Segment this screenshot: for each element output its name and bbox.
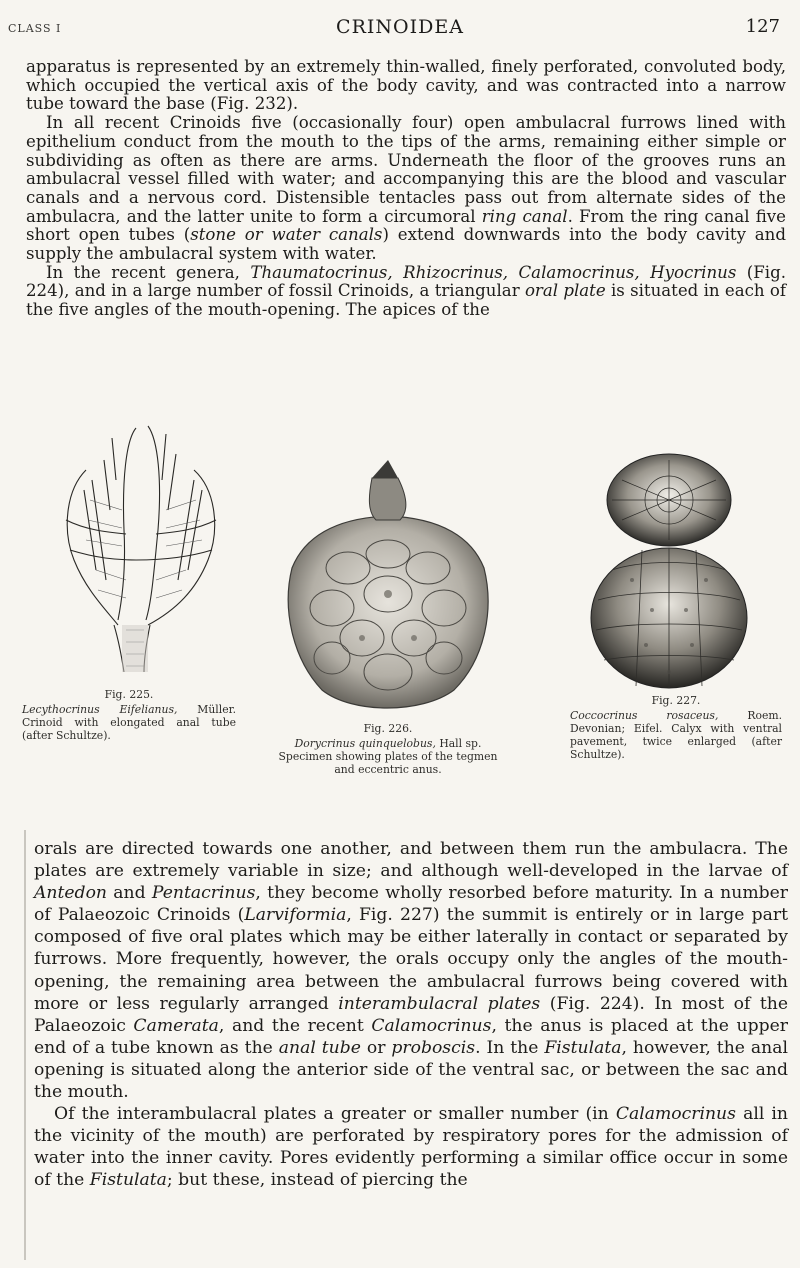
figure-226-illustration [272,458,504,718]
caption-fig-225 [22,688,236,742]
paragraph-apparatus: apparatus is represented by an extremely thin-walled, finely perforated, convoluted body, which occupied the vertical axis of the body cavity, and was contracted into a narrow tube toward the base (Fig. 232). [26,57,786,114]
page-number: 127 [745,16,780,37]
paragraph-ambulacral: In all recent Crinoids five (occasionally four) open ambulacral furrows lined with epithelium conduct from the mouth to the tips of the arms, remaining either simple or subdividing as often as there are arms. Underneath the floor of the grooves runs an ambulacral vessel filled with water; and accompanying this are the blood and vascular canals and a nervous cord. Distensible tentacles pass out from alternate sides of the ambulacra, and the latter unite to form a circumoral ring canal. From the ring canal five short open tubes (stone or water canals) extend downwards into the body cavity and supply the ambulacral system with water. [26,113,786,264]
paragraph-interambulacral: Of the interambulacral plates a greater or smaller number (in Calamocrinus all in the vicinity of the mouth) are perforated by respiratory pores for the admission of water into the inner cavity. Pores evidently performing a similar office occur in some of the Fistulata; but these, instead of piercing the [34,1104,789,1191]
margin-rule [24,830,26,1260]
caption-226-species: Dorycrinus quinquelobus, [294,737,436,750]
term-oral-plate: oral plate [524,281,606,301]
figure-227-illustration [562,450,776,690]
caption-227-species: Coccocrinus rosaceus, [570,709,719,722]
caption-225-species: Lecythocrinus Eifelianus, [22,703,178,716]
term-ring-canal: ring canal [481,206,568,226]
caption-227-desc: Roem. Devonian; Eifel. Calyx with ventral pavement, twice enlarged (after Schultze). [570,709,783,761]
running-header [0,14,800,44]
bottom-text-block [34,838,788,1192]
caption-225-desc: Müller. Crinoid with elongated anal tube (after Schultze). [22,703,237,742]
caption-226-desc: Hall sp. Specimen showing plates of the tegmen and eccentric anus. [278,737,498,776]
term-genera: Thaumatocrinus, Rhizocrinus, Calamocrinus, Hyocrinus [250,262,737,282]
running-title: CRINOIDEA [336,16,464,38]
class-label: CLASS I [8,22,62,35]
top-text-block [26,58,786,320]
caption-fig-226 [268,722,508,776]
caption-226-label: Fig. 226. [363,722,413,735]
caption-227-label: Fig. 227. [651,694,701,707]
caption-225-label: Fig. 225. [104,688,154,701]
paragraph-oral-plate: In the recent genera, Thaumatocrinus, Rhizocrinus, Calamocrinus, Hyocrinus (Fig. 224), and in a large number of fossil Crinoids, a triangular oral plate is situated in each of the five angles of the mouth-opening. The apices of the [26,262,786,320]
caption-fig-227 [570,694,782,761]
figure-225-illustration [26,420,246,672]
paragraph-orals: orals are directed towards one another, and between them run the ambulacra. The plates are extremely variable in size; and although well-developed in the larvae of Antedon and Pentacrinus, they become wholly resorbed before maturity. In a number of Palaeozoic Crinoids (Larviformia, Fig. 227) the summit is entirely or in large part composed of five oral plates which may be either laterally in contact or separated by furrows. More frequently, however, the orals occupy only the angles of the mouth-opening, the remaining area between the ambulacral furrows being covered with more or less regularly arranged interambulacral plates (Fig. 224). In most of the Palaeozoic Camerata, and the recent Calamocrinus, the anus is placed at the upper end of a tube known as the anal tube or proboscis. In the Fistulata, however, the anal opening is situated along the anterior side of the ventral sac, or between the sac and the mouth. [34,839,789,1103]
term-stone-canals: stone or water canals [190,225,383,245]
